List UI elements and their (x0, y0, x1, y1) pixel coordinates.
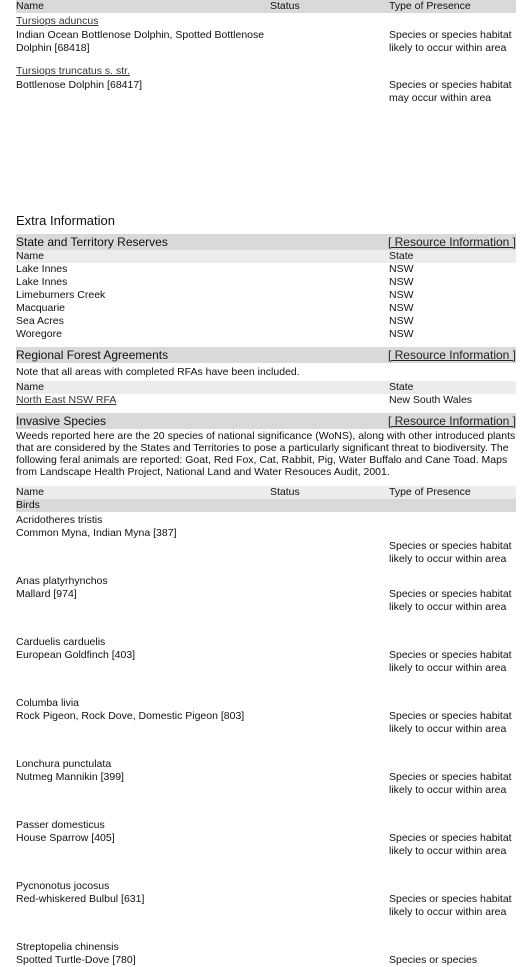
invasive-species-entry (16, 880, 516, 919)
species-common-name: House Sparrow [405] (16, 832, 115, 844)
species-status (270, 771, 389, 797)
species-presence: Species or species habitat likely to occur within area (389, 710, 512, 735)
reserves-title: State and Territory Reserves (16, 234, 168, 249)
species-scientific-name: Passer domesticus (16, 819, 105, 831)
reserve-name: Limeburners Creek (16, 289, 106, 301)
rfa-row (16, 394, 516, 407)
rfa-name-link[interactable]: North East NSW RFA (16, 394, 117, 406)
species-common-name: Common Myna, Indian Myna [387] (16, 527, 177, 539)
rfa-state-header: State (389, 381, 414, 393)
col-presence-header: Type of Presence (389, 0, 471, 12)
species-presence: Species or species habitat likely to occur within area (389, 540, 512, 565)
species-presence: Species or species habitat likely to occur within area (389, 771, 512, 796)
invasive-species-entry (16, 697, 516, 736)
species-common-name: Bottlenose Dolphin [68417] (16, 79, 143, 91)
species-common-name: Red-whiskered Bulbul [631] (16, 893, 145, 905)
reserves-section-header (16, 234, 516, 250)
species-scientific-name: Anas platyrhynchos (16, 575, 108, 587)
species-scientific-name: Lonchura punctulata (16, 758, 112, 770)
reserve-state: NSW (389, 302, 414, 314)
col-name-header: Name (16, 486, 45, 498)
rfa-state: New South Wales (389, 394, 473, 406)
species-status (270, 588, 389, 614)
reserve-state: NSW (389, 263, 414, 275)
reserve-row (16, 315, 516, 328)
reserve-name: Lake Innes (16, 263, 68, 275)
rfa-name-header: Name (16, 381, 45, 393)
reserves-resource-link[interactable]: [ Resource Information ] (387, 234, 516, 249)
invasive-species-entry (16, 514, 516, 566)
invasive-section-header (16, 413, 516, 429)
species-common-name: Spotted Turtle-Dove [780] (16, 954, 136, 966)
species-scientific-name: Columba livia (16, 697, 80, 709)
reserve-state: NSW (389, 328, 414, 340)
species-entry (16, 15, 516, 55)
species-presence: Species or species habitat may occur within area (389, 79, 512, 104)
species-presence: Species or species habitat likely to occur within area (389, 832, 512, 857)
invasive-title: Invasive Species (16, 413, 107, 428)
species-status (270, 710, 389, 736)
species-presence: Species or species habitat likely to occur within area (389, 649, 512, 674)
species-status (270, 832, 389, 858)
species-common-name: Mallard [974] (16, 588, 77, 600)
species-status (270, 893, 389, 919)
species-status (270, 79, 389, 105)
rfa-resource-link[interactable]: [ Resource Information ] (387, 347, 516, 362)
invasive-species-entry (16, 941, 516, 967)
species-presence: Species or species habitat likely to occur within area (389, 588, 512, 613)
reserve-row (16, 289, 516, 302)
species-status (270, 649, 389, 675)
reserve-row (16, 328, 516, 341)
reserve-state-header: State (389, 250, 414, 262)
invasive-description: Weeds reported here are the 20 species of national significance (WoNS), along with other introduced plants that are considered by the States and Territories to pose a particularly significant threat to biodiversity. The following feral animals are reported: Goat, Red Fox, Cat, Rabbit, Pig, Water Buffalo and Cane Toad. Maps from Landscape Health Project, National Land and Water Resouces Audit, 2001. (16, 430, 516, 478)
extra-information-title: Extra Information (16, 213, 115, 228)
reserve-state: NSW (389, 276, 414, 288)
species-common-name: Rock Pigeon, Rock Dove, Domestic Pigeon [803] (16, 710, 245, 722)
species-entry (16, 65, 516, 105)
invasive-species-entry (16, 636, 516, 675)
col-status-header: Status (270, 0, 300, 12)
rfa-note: Note that all areas with completed RFAs have been included. (16, 366, 300, 378)
species-group-row (16, 499, 516, 512)
species-scientific-name: Carduelis carduelis (16, 636, 106, 648)
rfa-title: Regional Forest Agreements (16, 347, 169, 362)
species-scientific-link[interactable]: Tursiops aduncus (16, 15, 99, 27)
reserve-name: Sea Acres (16, 315, 64, 327)
reserve-name: Macquarie (16, 302, 66, 314)
col-presence-header: Type of Presence (389, 486, 471, 498)
reserve-row (16, 276, 516, 289)
species-status (270, 954, 389, 967)
invasive-species-entry (16, 575, 516, 614)
species-group-label: Birds (16, 499, 40, 511)
invasive-species-list (16, 514, 516, 967)
species-status (270, 527, 389, 566)
reserve-name: Lake Innes (16, 276, 68, 288)
species-presence: Species or species habitat likely to occur within area (389, 29, 512, 54)
species-table-header (16, 0, 516, 13)
invasive-species-entry (16, 758, 516, 797)
reserve-row (16, 302, 516, 315)
reserves-list (16, 263, 516, 341)
rfa-table-header (16, 381, 516, 394)
species-presence: Species or species habitat likely to occur within area (389, 893, 512, 918)
rfa-section-header (16, 347, 516, 363)
reserve-name: Woregore (16, 328, 62, 340)
species-common-name: Nutmeg Mannikin [399] (16, 771, 124, 783)
species-scientific-name: Streptopelia chinensis (16, 941, 119, 953)
reserve-state: NSW (389, 315, 414, 327)
col-status-header: Status (270, 486, 300, 498)
species-common-name: European Goldfinch [403] (16, 649, 136, 661)
species-common-name: Indian Ocean Bottlenose Dolphin, Spotted Bottlenose Dolphin [68418] (16, 29, 265, 54)
invasive-resource-link[interactable]: [ Resource Information ] (387, 413, 516, 428)
invasive-table-header (16, 486, 516, 499)
species-scientific-link[interactable]: Tursiops truncatus s. str. (16, 65, 130, 77)
species-status (270, 29, 389, 55)
reserve-row (16, 263, 516, 276)
species-scientific-name: Acridotheres tristis (16, 514, 103, 526)
invasive-species-entry (16, 819, 516, 858)
species-scientific-name: Pycnonotus jocosus (16, 880, 110, 892)
species-presence: Species or species (389, 954, 478, 966)
reserve-name-header: Name (16, 250, 45, 262)
reserves-table-header (16, 250, 516, 263)
col-name-header: Name (16, 0, 45, 12)
reserve-state: NSW (389, 289, 414, 301)
